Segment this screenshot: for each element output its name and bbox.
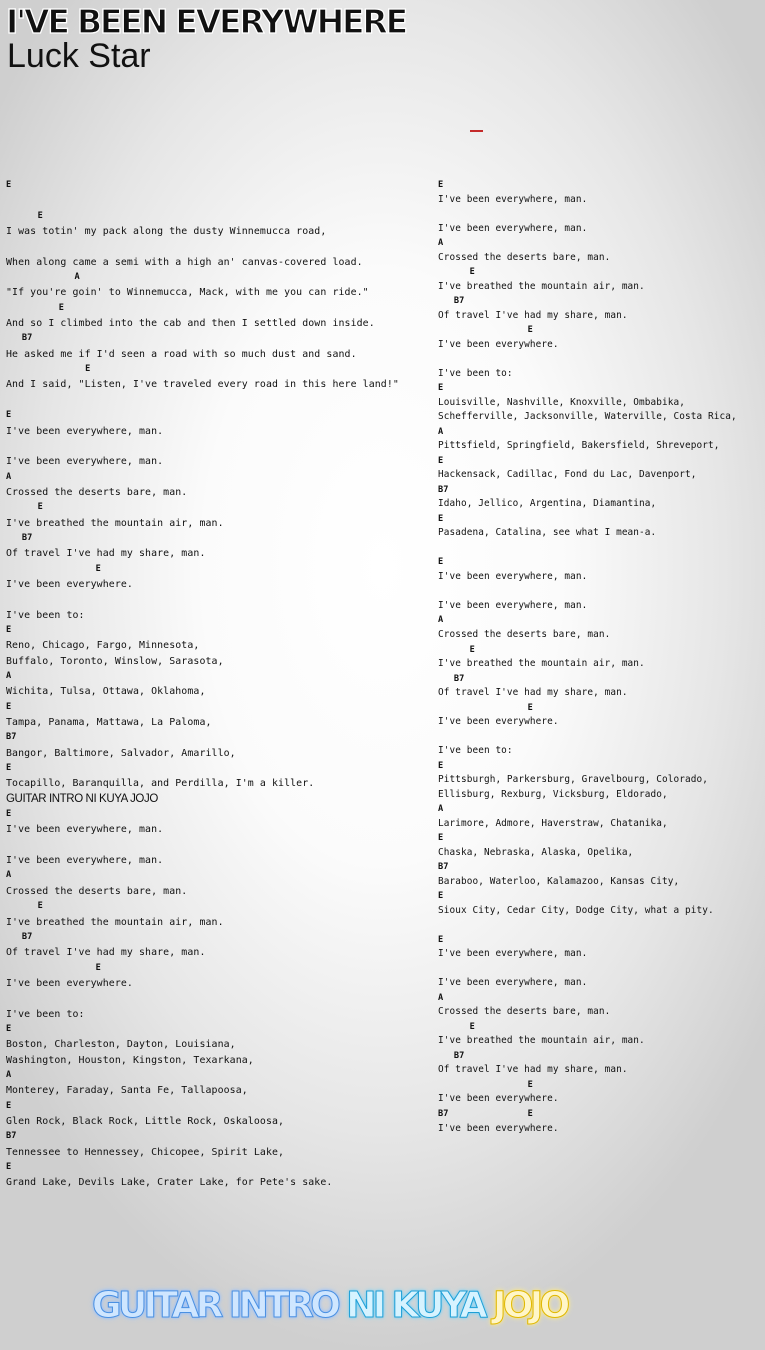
- lyric-line: Pasadena, Catalina, see what I mean-a.: [438, 527, 657, 539]
- chord-line: A: [438, 992, 444, 1003]
- chord-line: E: [438, 267, 475, 278]
- chord-line: E: [438, 1021, 475, 1032]
- chord-line: E: [438, 513, 444, 524]
- lyric-line: I've breathed the mountain air, man.: [438, 1035, 645, 1047]
- chord-line: E: [6, 624, 12, 635]
- lyric-line: When along came a semi with a high an' canvas-covered load.: [6, 256, 363, 268]
- chord-line: B7: [438, 673, 465, 684]
- spacer-line: [6, 239, 431, 254]
- lyric-line: And I said, "Listen, I've traveled every road in this here land!": [6, 379, 399, 391]
- lyric-line: Reno, Chicago, Fargo, Minnesota,: [6, 640, 200, 652]
- chord-line: E: [6, 410, 12, 421]
- spacer-line: [6, 439, 431, 454]
- lyric-line: Of travel I've had my share, man.: [438, 309, 628, 321]
- lyric-line: Glen Rock, Black Rock, Little Rock, Oskaloosa,: [6, 1115, 285, 1127]
- lyric-line: Buffalo, Toronto, Winslow, Sarasota,: [6, 655, 224, 667]
- lyric-line: I've been everywhere, man.: [6, 456, 164, 468]
- spacer-line: [6, 838, 431, 853]
- lyric-line: I've been everywhere.: [438, 716, 559, 728]
- chord-line: A: [6, 1069, 12, 1080]
- chord-line: E: [6, 701, 12, 712]
- chord-line: E: [438, 644, 475, 655]
- chord-line: E: [438, 557, 444, 568]
- lyric-line: Larimore, Admore, Haverstraw, Chatanika,: [438, 817, 668, 829]
- section-note: GUITAR INTRO NI KUYA JOJO: [6, 792, 158, 805]
- lyric-line: Tampa, Panama, Mattawa, La Paloma,: [6, 717, 212, 729]
- chord-line: B7: [438, 484, 449, 495]
- right-lyrics-column: [438, 178, 763, 1136]
- lyric-line: I've been everywhere.: [438, 338, 559, 350]
- lyric-line: Schefferville, Jacksonville, Waterville, Costa Rica,: [438, 411, 737, 423]
- lyric-line: Bangor, Baltimore, Salvador, Amarillo,: [6, 747, 236, 759]
- lyric-line: I've been everywhere, man.: [438, 222, 588, 234]
- lyric-line: Wichita, Tulsa, Ottawa, Oklahoma,: [6, 686, 206, 698]
- chord-line: E: [6, 563, 101, 574]
- lyric-line: I've been everywhere, man.: [438, 570, 588, 582]
- lyric-line: Grand Lake, Devils Lake, Crater Lake, for Pete's sake.: [6, 1177, 333, 1189]
- spacer-line: [6, 193, 431, 208]
- lyric-line: "If you're goin' to Winnemucca, Mack, with me you can ride.": [6, 287, 369, 299]
- lyric-line: I've breathed the mountain air, man.: [438, 280, 645, 292]
- chord-line: A: [438, 238, 444, 249]
- lyric-line: I've been everywhere, man.: [6, 824, 164, 836]
- chord-line: E: [438, 833, 444, 844]
- spacer-line: [438, 962, 763, 977]
- lyric-line: Hackensack, Cadillac, Fond du Lac, Davenport,: [438, 469, 697, 481]
- chord-line: B7: [438, 296, 465, 307]
- chord-line: E: [438, 702, 533, 713]
- lyric-line: I've been everywhere.: [6, 578, 133, 590]
- lyric-line: Crossed the deserts bare, man.: [6, 486, 188, 498]
- lyric-line: Pittsfield, Springfield, Bakersfield, Shreveport,: [438, 440, 720, 452]
- chord-line: E: [6, 302, 65, 313]
- footer-word-ni-kuya: NI KUYA: [346, 1285, 485, 1326]
- lyric-line: Of travel I've had my share, man.: [6, 947, 206, 959]
- lyric-line: I've breathed the mountain air, man.: [6, 916, 224, 928]
- spacer-line: [438, 207, 763, 222]
- chord-line: A: [438, 426, 444, 437]
- chord-line: A: [6, 471, 12, 482]
- song-title: I'VE BEEN EVERYWHERE: [6, 2, 406, 41]
- lyric-line: Idaho, Jellico, Argentina, Diamantina,: [438, 498, 657, 510]
- spacer-line: [6, 592, 431, 607]
- lyric-line: I've been everywhere, man.: [438, 948, 588, 960]
- spacer-line: [438, 730, 763, 745]
- lyric-line: I've been everywhere, man.: [438, 193, 588, 205]
- lyric-line: Of travel I've had my share, man.: [438, 1064, 628, 1076]
- chord-line: A: [438, 615, 444, 626]
- lyric-line: I've been everywhere, man.: [438, 977, 588, 989]
- footer-banner: [92, 1284, 567, 1328]
- lyric-line: Of travel I've had my share, man.: [438, 687, 628, 699]
- chord-line: B7: [438, 1050, 465, 1061]
- spacer-line: [6, 393, 431, 408]
- chord-line: E: [438, 934, 444, 945]
- spacer-line: [438, 584, 763, 599]
- chord-line: E: [438, 180, 444, 190]
- chord-line: A: [438, 804, 444, 815]
- chord-line: E: [6, 962, 101, 973]
- chord-line: B7: [438, 862, 449, 873]
- chord-line: A: [6, 870, 12, 881]
- lyric-line: Ellisburg, Rexburg, Vicksburg, Eldorado,: [438, 788, 668, 800]
- spacer-line: [6, 991, 431, 1006]
- lyric-line: I've been to:: [6, 609, 85, 621]
- chord-line: B7: [6, 1131, 17, 1142]
- lyric-line: Baraboo, Waterloo, Kalamazoo, Kansas City,: [438, 875, 680, 887]
- chord-line: B7: [6, 333, 33, 344]
- lyric-line: Washington, Houston, Kingston, Texarkana,: [6, 1054, 254, 1066]
- chord-line: E: [438, 325, 533, 336]
- lyric-line: He asked me if I'd seen a road with so much dust and sand.: [6, 348, 357, 360]
- chord-line: E: [6, 1023, 12, 1034]
- lyric-line: I've been everywhere.: [438, 1093, 559, 1105]
- footer-word-jojo: JOJO: [492, 1285, 567, 1326]
- chord-line: A: [6, 671, 12, 681]
- lyric-line: I've been everywhere, man.: [6, 425, 164, 437]
- lyric-line: Chaska, Nebraska, Alaska, Opelika,: [438, 846, 634, 858]
- lyric-line: Crossed the deserts bare, man.: [438, 1006, 611, 1018]
- chord-line: E: [6, 180, 12, 190]
- chord-line: E: [6, 1162, 12, 1172]
- lyric-line: I've been to:: [438, 367, 513, 379]
- chord-line: B7: [6, 732, 17, 743]
- chord-line: E: [6, 901, 43, 912]
- lyric-line: Crossed the deserts bare, man.: [438, 628, 611, 640]
- chord-line: E: [6, 364, 91, 375]
- accent-dash: [470, 130, 483, 132]
- chord-line: B7: [6, 532, 33, 543]
- lyric-line: Pittsburgh, Parkersburg, Gravelbourg, Colorado,: [438, 774, 708, 786]
- spacer-line: [438, 918, 763, 933]
- chord-line: B7 E: [438, 1109, 533, 1119]
- lyric-line: Tocapillo, Baranquilla, and Perdilla, I'm a killer.: [6, 778, 315, 790]
- lyric-line: I've been everywhere.: [6, 977, 133, 989]
- lyric-line: I've been to:: [6, 1008, 85, 1020]
- chord-line: E: [6, 1100, 12, 1111]
- chord-line: E: [6, 210, 43, 221]
- lyric-line: And so I climbed into the cab and then I settled down inside.: [6, 318, 375, 330]
- lyric-line: I was totin' my pack along the dusty Winnemucca road,: [6, 226, 327, 238]
- chord-line: E: [438, 760, 444, 771]
- chord-line: B7: [6, 931, 33, 942]
- footer-word-guitar-intro: GUITAR INTRO: [92, 1285, 338, 1326]
- lyric-line: I've been everywhere, man.: [438, 599, 588, 611]
- chord-line: E: [438, 1079, 533, 1090]
- lyric-line: I've been to:: [438, 745, 513, 757]
- lyric-line: Crossed the deserts bare, man.: [438, 251, 611, 263]
- lyric-line: I've been everywhere, man.: [6, 855, 164, 867]
- chord-line: E: [6, 809, 12, 820]
- lyric-line: I've breathed the mountain air, man.: [438, 658, 645, 670]
- lyric-line: Louisville, Nashville, Knoxville, Ombabika,: [438, 396, 686, 408]
- lyric-line: I've been everywhere.: [438, 1122, 559, 1134]
- chord-line: E: [438, 891, 444, 902]
- spacer-line: [438, 352, 763, 367]
- chord-line: E: [438, 383, 444, 394]
- chord-line: E: [438, 455, 444, 466]
- chord-line: A: [6, 272, 80, 283]
- lyric-line: Sioux City, Cedar City, Dodge City, what a pity.: [438, 904, 714, 916]
- chord-line: E: [6, 502, 43, 513]
- lyric-line: I've breathed the mountain air, man.: [6, 517, 224, 529]
- lyric-line: Monterey, Faraday, Santa Fe, Tallapoosa,: [6, 1085, 248, 1097]
- lyric-line: Crossed the deserts bare, man.: [6, 885, 188, 897]
- spacer-line: [438, 541, 763, 556]
- left-lyrics-column: [6, 178, 431, 1191]
- lyric-line: Tennessee to Hennessey, Chicopee, Spirit Lake,: [6, 1146, 285, 1158]
- artist-name: Luck Star: [7, 37, 151, 75]
- lyric-line: Of travel I've had my share, man.: [6, 548, 206, 560]
- lyric-line: Boston, Charleston, Dayton, Louisiana,: [6, 1039, 236, 1051]
- chord-line: E: [6, 763, 12, 774]
